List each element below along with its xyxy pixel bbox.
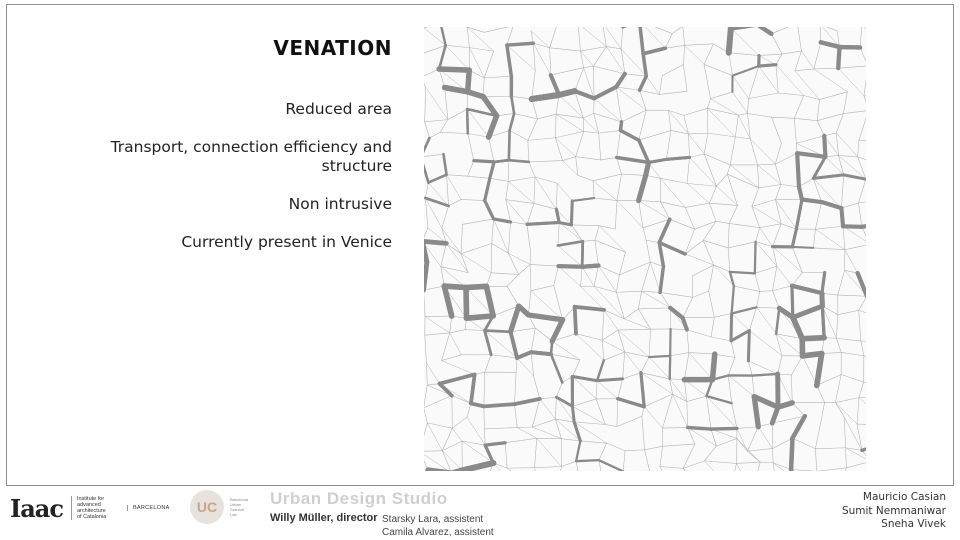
- ubc-text: Barcelona Urban Science Lab: [230, 497, 249, 517]
- iaac-mark: Iaac: [10, 493, 63, 523]
- author-3: Sneha Vivek: [881, 518, 946, 530]
- iaac-logo: [10, 492, 170, 524]
- director-credit: Willy Müller, director: [270, 512, 378, 524]
- bullet-list: [92, 100, 392, 271]
- assistant-credits: Starsky Lara, assistent Camila Alvarez, assistent: [382, 514, 494, 538]
- venation-pattern-image: [424, 27, 866, 471]
- urban-science-lab-logo: [190, 490, 250, 524]
- slide-title: VENATION: [273, 36, 392, 60]
- bullet-reduced-area: Reduced area: [285, 100, 392, 118]
- iaac-city: BARCELONA: [127, 505, 170, 511]
- author-2: Sumit Nemmaniwar: [841, 504, 946, 517]
- bullet-transport: Transport, connection efficiency and structure: [110, 138, 392, 175]
- iaac-institute-text: Institute for advanced architecture of Catalonia: [71, 496, 119, 520]
- author-1: Mauricio Casian: [862, 491, 946, 503]
- ubc-mark: UC: [190, 490, 224, 524]
- bullet-non-intrusive: Non intrusive: [288, 195, 392, 213]
- author-list: [842, 491, 946, 532]
- bullet-venice: Currently present in Venice: [181, 233, 392, 251]
- studio-title: Urban Design Studio: [270, 489, 448, 508]
